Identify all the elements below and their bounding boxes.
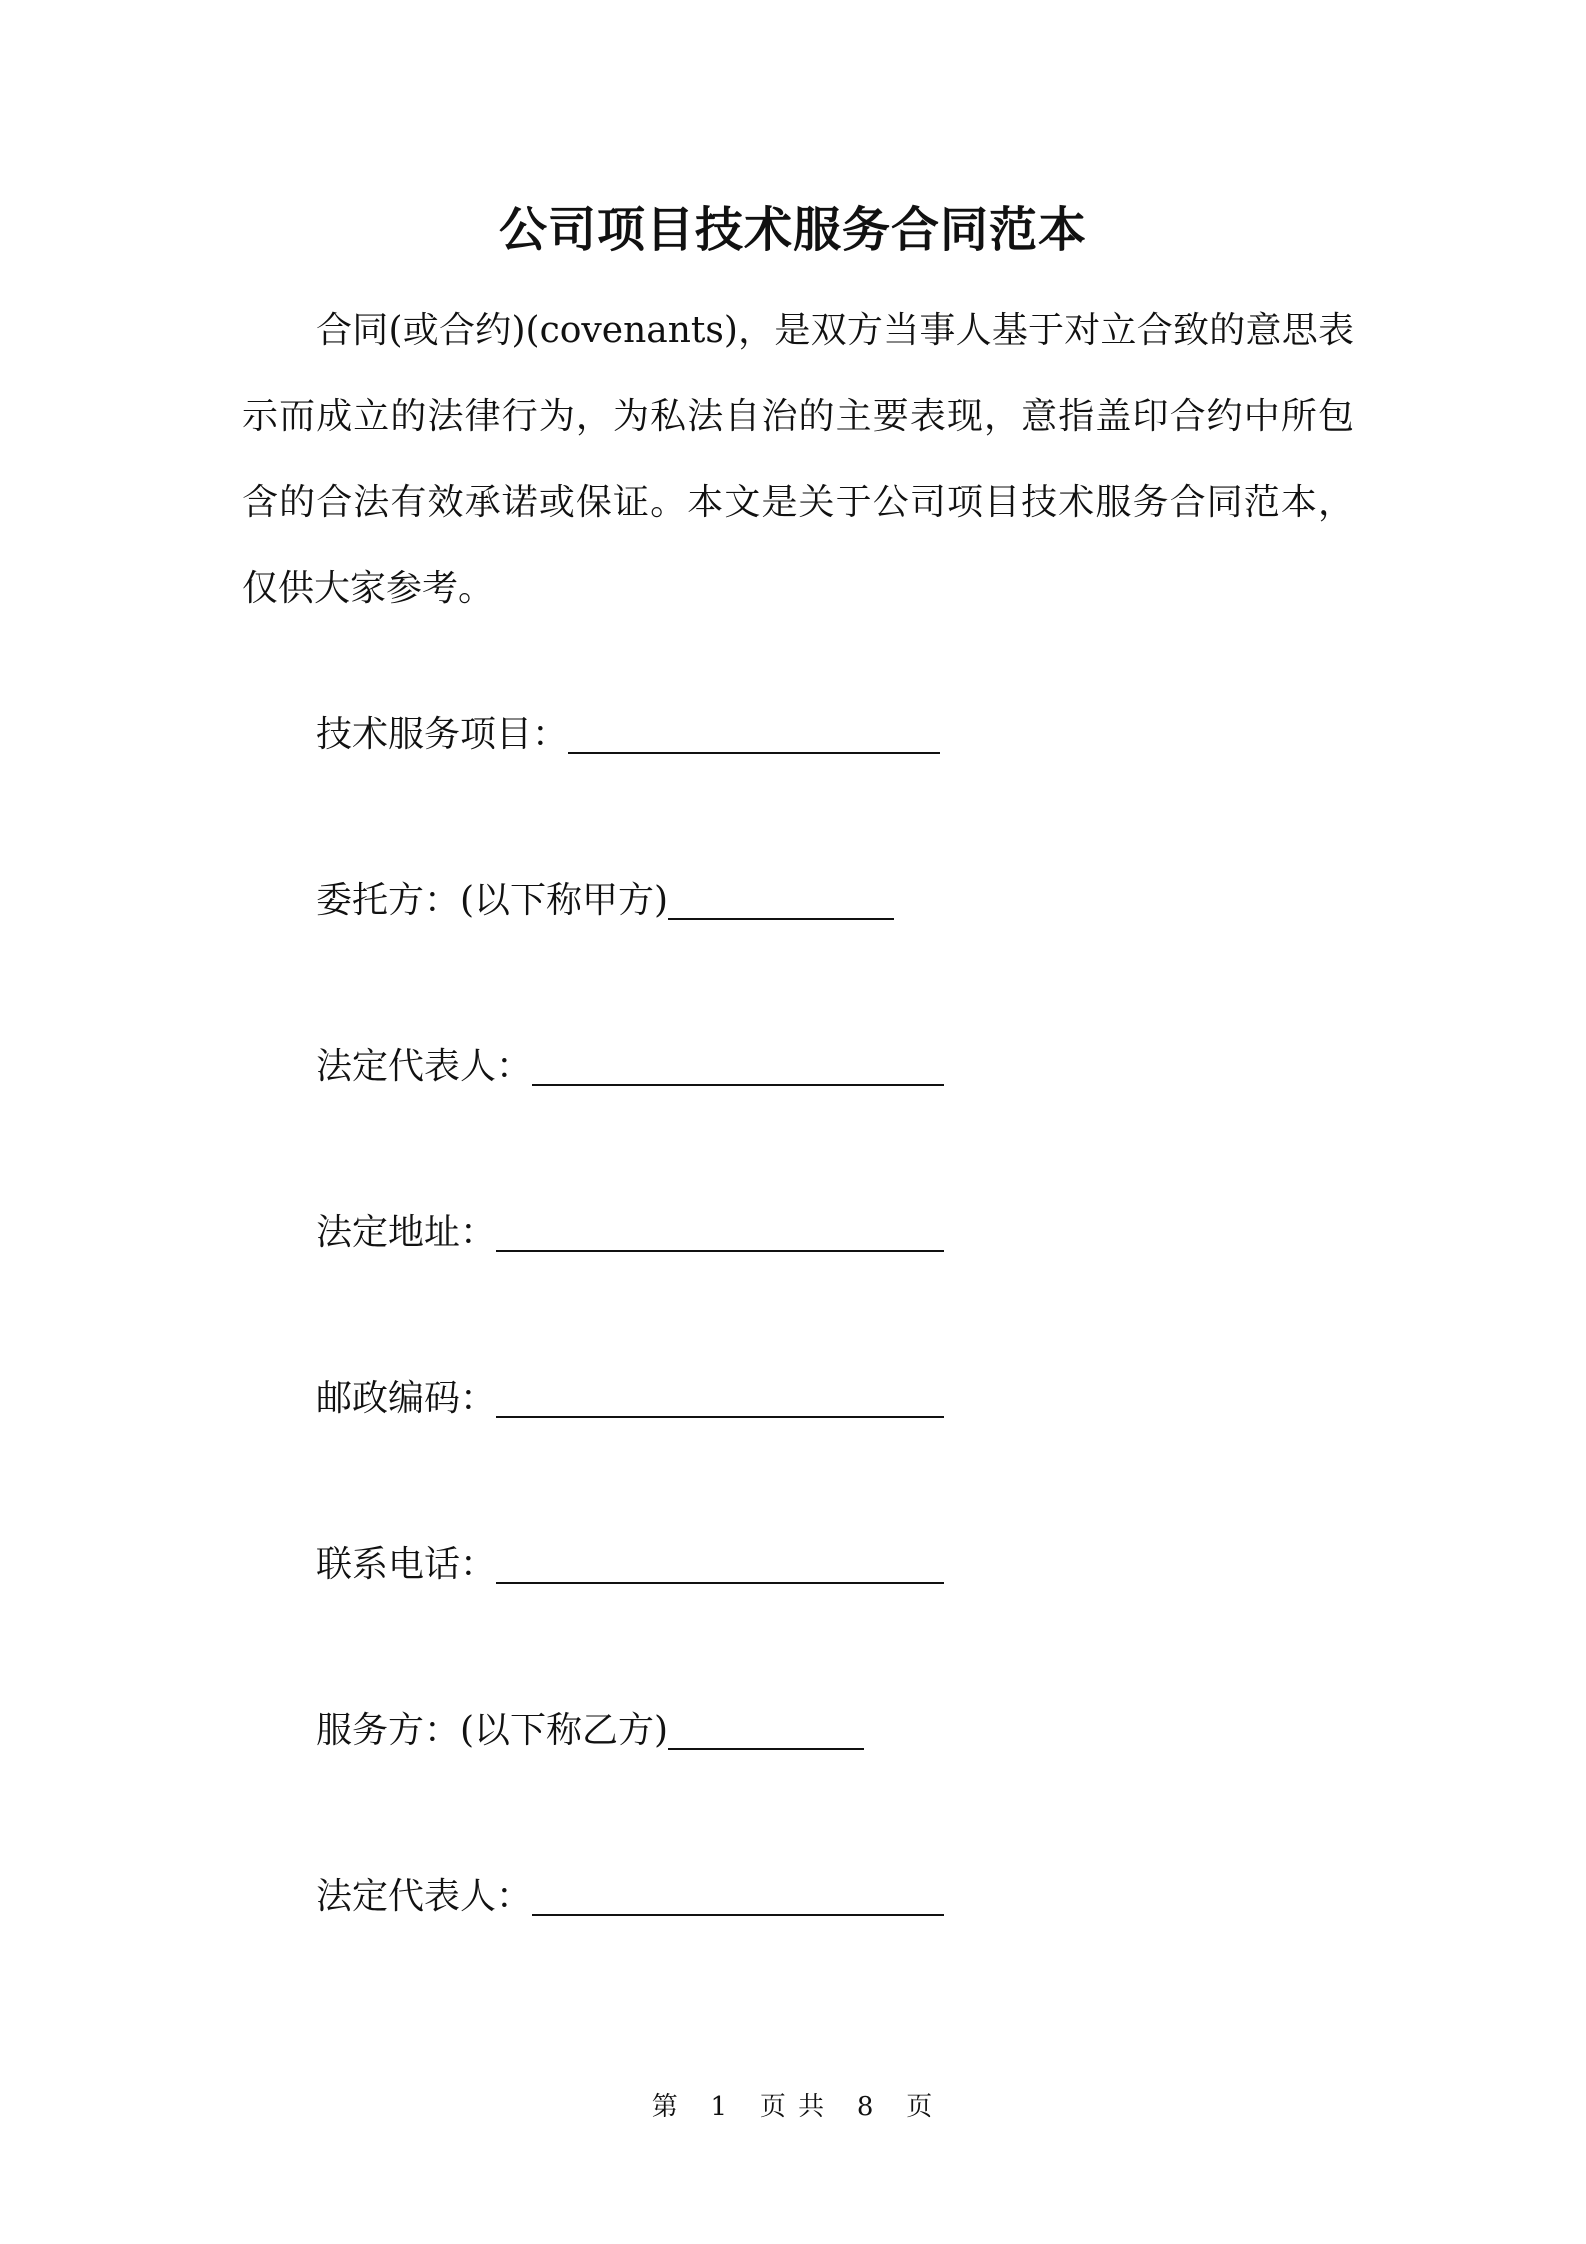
field-phone <box>316 1530 944 1590</box>
field-legal-address <box>316 1198 944 1258</box>
field-legal-rep-a <box>316 1032 944 1092</box>
footer-suffix: 页 <box>906 2092 935 2122</box>
field-label: 邮政编码： <box>316 1378 497 1419</box>
page-footer <box>0 2090 1586 2124</box>
fill-blank-line[interactable] <box>668 1702 864 1750</box>
footer-prefix: 第 <box>651 2092 680 2122</box>
fill-blank-line[interactable] <box>496 1204 944 1252</box>
field-label: 服务方：(以下称乙方) <box>316 1710 669 1751</box>
fill-blank-line[interactable] <box>532 1868 944 1916</box>
field-label: 法定代表人： <box>316 1046 533 1087</box>
field-client <box>316 866 894 926</box>
current-page-number: 1 <box>710 2092 730 2122</box>
field-label: 联系电话： <box>316 1544 497 1585</box>
field-postal-code <box>316 1364 944 1424</box>
field-label: 委托方：(以下称甲方) <box>316 880 669 921</box>
fill-blank-line[interactable] <box>496 1536 944 1584</box>
fill-blank-line[interactable] <box>496 1370 944 1418</box>
field-legal-rep-b <box>316 1862 944 1922</box>
field-service-provider <box>316 1696 864 1756</box>
fill-blank-line[interactable] <box>568 706 940 754</box>
fill-blank-line[interactable] <box>668 872 894 920</box>
field-label: 法定代表人： <box>316 1876 533 1917</box>
field-label: 法定地址： <box>316 1212 497 1253</box>
document-title: 公司项目技术服务合同范本 <box>498 202 1087 258</box>
total-pages: 8 <box>856 2092 876 2122</box>
field-service-project <box>316 700 940 760</box>
fill-blank-line[interactable] <box>532 1038 944 1086</box>
field-label: 技术服务项目： <box>316 714 569 755</box>
intro-paragraph: 合同(或合约)(covenants)，是双方当事人基于对立合致的意思表示而成立的法律行为，为私法自治的主要表现，意指盖印合约中所包含的合法有效承诺或保证。本文是关于公司项目技术服务合同范本，仅供大家参考。 <box>242 310 1354 609</box>
footer-middle: 页 共 <box>759 2092 827 2122</box>
